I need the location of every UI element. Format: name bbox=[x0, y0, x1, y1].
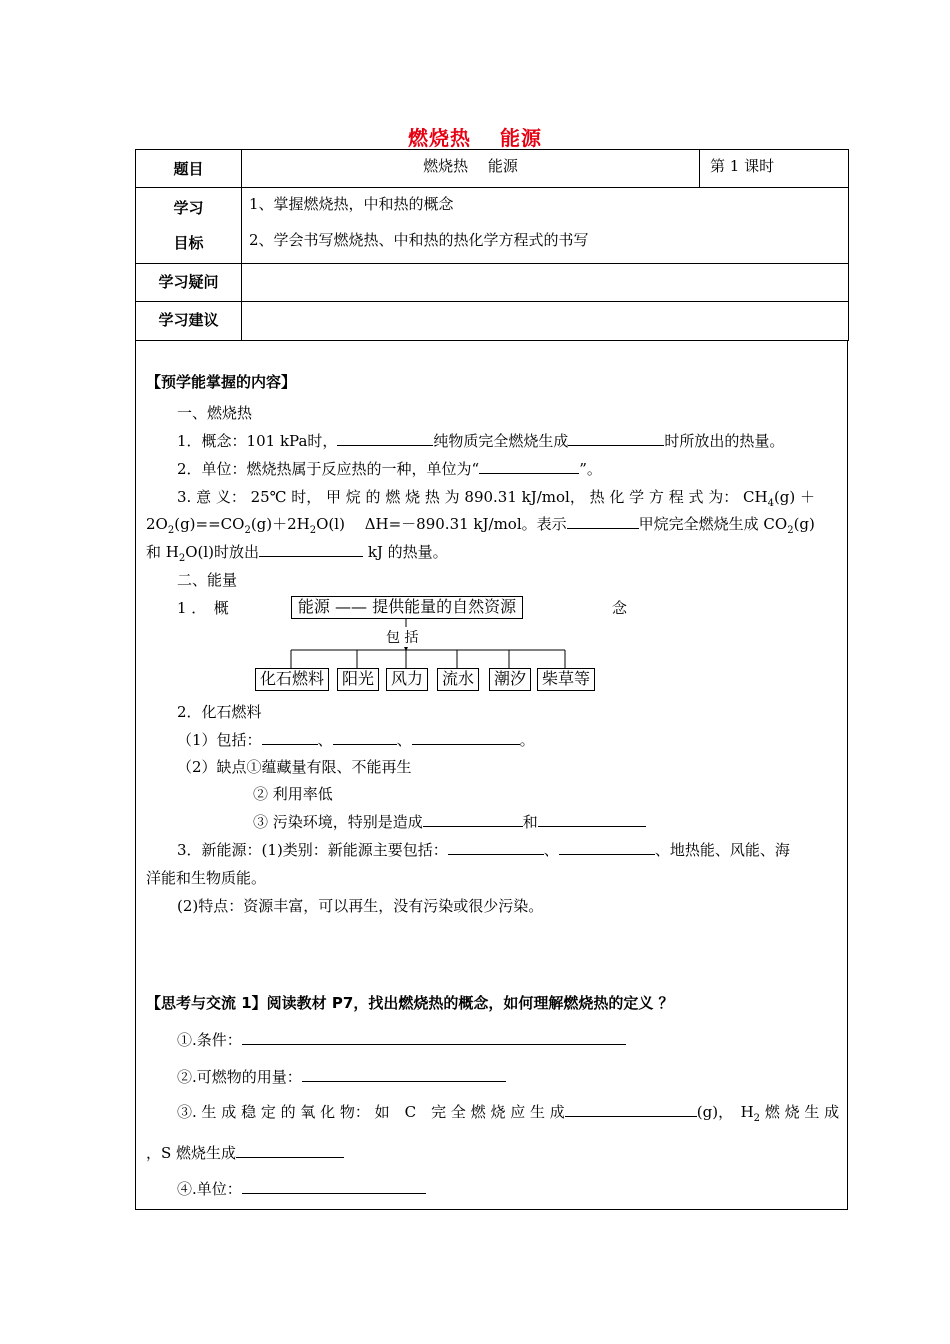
topic-label: 题目 bbox=[136, 150, 242, 188]
fossil-drawback-3: ③ 污染环境，特别是造成 和 bbox=[253, 811, 646, 832]
meaning-line-2: $2O_2(g)==CO_2(g)+2H_2O(l)$ ΔH=－890.31 kJ/mol。表示 甲烷完全燃烧生成 $CO_2(g)$ bbox=[146, 515, 815, 536]
meaning-line-1: 3. 意 义： 25℃ 时， 甲 烷 的 燃 烧 热 为 890.31 kJ/mol， 热 化 学 方 程 式 为： $CH_4(g)$ ＋ bbox=[177, 488, 816, 509]
energy-concept-suffix: 念 bbox=[612, 599, 628, 617]
section-combustion-heat: 一、燃烧热 bbox=[177, 404, 253, 422]
blank-fossil-1[interactable] bbox=[262, 730, 318, 745]
energy-concept-label: 1 ． 概 bbox=[177, 599, 229, 617]
blank-oxide-c[interactable] bbox=[565, 1102, 697, 1117]
blank-condition[interactable] bbox=[242, 1030, 626, 1045]
new-energy-line-2: 洋能和生物质能。 bbox=[146, 869, 267, 887]
new-energy-line-1: 3．新能源：(1)类别：新能源主要包括： 、 、地热能、风能、海 bbox=[177, 841, 790, 859]
diagram-item-tide: 潮汐 bbox=[489, 668, 531, 691]
diagram-item-water: 流水 bbox=[437, 668, 479, 691]
doubt-label: 学习疑问 bbox=[136, 264, 242, 302]
think-oxide-line-1: ③. 生 成 稳 定 的 氧 化 物： 如 C 完 全 燃 烧 应 生 成 (g)， $H_2$ 燃 烧 生 成 bbox=[177, 1103, 840, 1124]
advice-label: 学习建议 bbox=[136, 302, 242, 341]
diagram-link-label: 包 括 bbox=[386, 627, 418, 647]
diagram-item-fossil: 化石燃料 bbox=[255, 668, 329, 691]
think-unit: ④.单位： bbox=[177, 1178, 426, 1199]
section-energy: 二、能量 bbox=[177, 571, 238, 589]
lesson-cell: 第 1 课时 bbox=[700, 150, 849, 188]
diagram-item-wind: 风力 bbox=[386, 668, 428, 691]
think-heading: 【思考与交流 1】阅读教材 P7，找出燃烧热的概念，如何理解燃烧热的定义 ？ bbox=[146, 994, 674, 1012]
blank-fossil-3[interactable] bbox=[412, 730, 520, 745]
meaning-line-3: 和 $H_2O(l)$时放出 kJ 的热量。 bbox=[146, 543, 448, 564]
unit-line: 2．单位：燃烧热属于反应热的一种，单位为“ ”。 bbox=[177, 460, 602, 478]
fossil-fuel-title: 2．化石燃料 bbox=[177, 703, 262, 721]
fossil-drawback-1: （2）缺点①蕴藏量有限、不能再生 bbox=[177, 758, 412, 776]
blank-amount[interactable] bbox=[302, 1067, 506, 1082]
blank-think-unit[interactable] bbox=[242, 1179, 426, 1194]
fossil-include-line: （1）包括： 、 、 。 bbox=[177, 731, 535, 749]
concept-line: 1．概念：101 kPa时， 纯物质完全燃烧生成 时所放出的热量。 bbox=[177, 432, 785, 450]
goal-label: 学习 目标 bbox=[136, 188, 242, 264]
diagram-item-firewood: 柴草等 bbox=[537, 668, 595, 691]
pre-heading: 【预学能掌握的内容】 bbox=[146, 373, 297, 391]
blank-pollution-1[interactable] bbox=[423, 812, 523, 827]
blank-oxide-s[interactable] bbox=[236, 1143, 344, 1158]
think-condition: ①.条件： bbox=[177, 1029, 626, 1050]
think-oxide-line-2: ，S 燃烧生成 bbox=[146, 1142, 344, 1163]
blank-new-energy-2[interactable] bbox=[559, 840, 655, 855]
goal-content: 1、掌握燃烧热，中和热的概念 2、学会书写燃烧热、中和热的热化学方程式的书写 bbox=[242, 188, 849, 264]
blank-new-energy-1[interactable] bbox=[448, 840, 544, 855]
blank-pollution-2[interactable] bbox=[538, 812, 646, 827]
document-title: 燃烧热 能源 bbox=[408, 126, 542, 150]
blank-fossil-2[interactable] bbox=[333, 730, 397, 745]
diagram-item-sunlight: 阳光 bbox=[337, 668, 379, 691]
new-energy-feature: (2)特点：资源丰富，可以再生，没有污染或很少污染。 bbox=[177, 897, 544, 915]
think-amount: ②.可燃物的用量： bbox=[177, 1066, 506, 1087]
topic-value: 燃烧热 能源 bbox=[242, 150, 700, 188]
diagram-root-box: 能源 —— 提供能量的自然资源 bbox=[291, 596, 523, 619]
fossil-drawback-2: ② 利用率低 bbox=[253, 785, 333, 803]
